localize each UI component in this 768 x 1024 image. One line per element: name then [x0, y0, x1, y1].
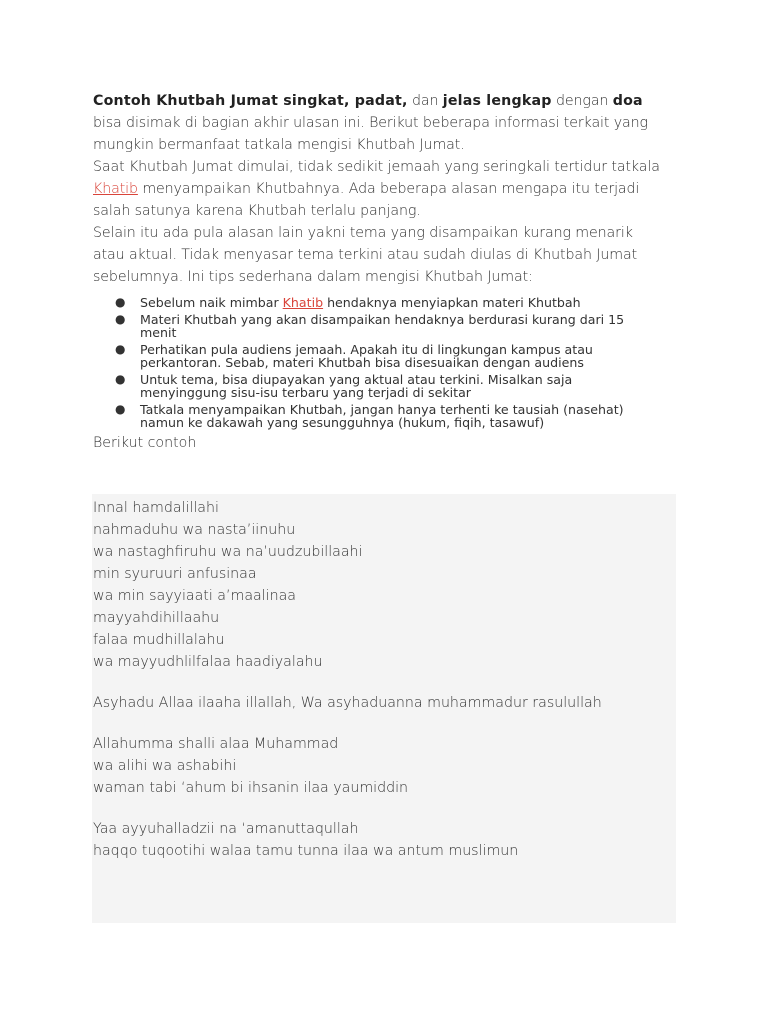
- quote-line: wa alihi wa ashabihi: [93, 758, 237, 774]
- list-item: [93, 373, 653, 400]
- quote-line: haqqo tuqootihi walaa tamu tunna ilaa wa antum muslimun: [93, 843, 519, 859]
- quote-line: waman tabi ‘ahum bi ihsanin ilaa yaumiddin: [93, 780, 409, 796]
- khatib-link[interactable]: Khatib: [282, 295, 324, 310]
- tips-list: [93, 296, 653, 433]
- quote-line: wa nastaghfiruhu wa na’uudzubillaahi: [93, 544, 363, 560]
- taqwa-paragraph: [93, 818, 668, 862]
- khutbah-example-text: [93, 497, 668, 881]
- intro-text-span: menyampaikan Khutbahnya. Ada beberapa alasan mengapa itu terjadi salah satunya karena Khutbah terlalu panjang.: [93, 181, 640, 219]
- example-label: Berikut contoh: [93, 435, 197, 451]
- quote-line: nahmaduhu wa nasta’iinuhu: [93, 522, 296, 538]
- list-item-text: hendaknya menyiapkan materi Khutbah: [323, 295, 581, 310]
- khatib-link[interactable]: Khatib: [93, 181, 138, 197]
- list-item-text: Sebelum naik mimbar: [140, 295, 283, 310]
- intro-text-span: Saat Khutbah Jumat dimulai, tidak sedikit jemaah yang seringkali tertidur tatkala: [93, 159, 660, 175]
- quote-line: Asyhadu Allaa ilaaha illallah, Wa asyhaduanna muhammadur rasulullah: [93, 695, 602, 711]
- bullet-icon: ●: [115, 295, 126, 309]
- opening-paragraph: [93, 497, 668, 673]
- list-item-text: Untuk tema, bisa diupayakan yang aktual atau terkini. Misalkan saja menyinggung sisu-isu terbaru yang terjadi di sekitar: [140, 371, 573, 400]
- bullet-icon: ●: [115, 371, 126, 386]
- bullet-icon: ●: [115, 401, 126, 416]
- syahadat-paragraph: [93, 692, 668, 714]
- bullet-icon: ●: [115, 341, 126, 356]
- quote-line: falaa mudhillalahu: [93, 632, 225, 648]
- intro-text-span: bisa disimak di bagian akhir ulasan ini. Berikut beberapa informasi terkait yang mungkin bermanfaat tatkala mengisi Khutbah Jumat.: [93, 115, 648, 153]
- quote-line: wa mayyudhlilfalaa haadiyalahu: [93, 654, 323, 670]
- quote-line: Yaa ayyuhalladzii na ‘amanuttaqullah: [93, 821, 359, 837]
- bold-title-part: jelas lengkap: [442, 93, 552, 109]
- list-item: [93, 296, 653, 310]
- bold-title-part: doa: [612, 93, 643, 109]
- shalawat-paragraph: [93, 733, 668, 799]
- list-item: [93, 313, 653, 340]
- bold-title-part: Contoh Khutbah Jumat singkat, padat,: [93, 93, 408, 109]
- quote-line: wa min sayyiaati a’maalinaa: [93, 588, 296, 604]
- bullet-icon: ●: [115, 311, 126, 326]
- list-item: [93, 403, 653, 430]
- intro-paragraph-1: [93, 90, 668, 156]
- quote-line: Innal hamdalillahi: [93, 500, 219, 516]
- intro-paragraph-3: Selain itu ada pula alasan lain yakni tema yang disampaikan kurang menarik atau aktual. Tidak menyasar tema terkini atau sudah diulas di Khutbah Jumat sebelumnya. Ini tips sederhana dalam mengisi Khutbah Jumat:: [93, 225, 638, 285]
- list-item-text: Tatkala menyampaikan Khutbah, jangan hanya terhenti ke tausiah (nasehat) namun ke dakawah yang sesungguhnya (hukum, fiqih, tasawuf): [140, 401, 624, 430]
- quote-line: min syuruuri anfusinaa: [93, 566, 257, 582]
- intro-text-span: dan: [407, 93, 443, 109]
- intro-text-span: dengan: [551, 93, 613, 109]
- list-item-text: Perhatikan pula audiens jemaah. Apakah itu di lingkungan kampus atau perkantoran. Sebab, materi Khutbah bisa disesuaikan dengan audiens: [140, 341, 593, 370]
- quote-line: Allahumma shalli alaa Muhammad: [93, 736, 339, 752]
- list-item: [93, 343, 653, 370]
- intro-text: [93, 90, 668, 288]
- list-item-text: Materi Khutbah yang akan disampaikan hendaknya berdurasi kurang dari 15 menit: [140, 311, 625, 340]
- quote-line: mayyahdihillaahu: [93, 610, 220, 626]
- intro-paragraph-2: [93, 156, 668, 222]
